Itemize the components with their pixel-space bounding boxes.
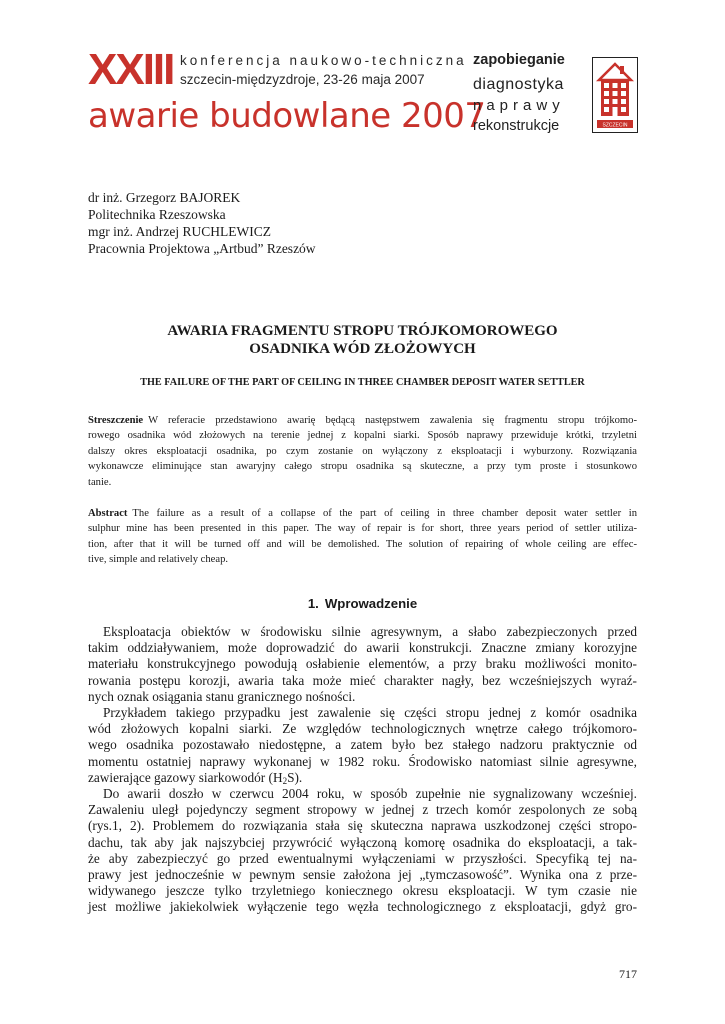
abstract-english-line: tion, after that it will be turned off and will be demolished. The solution of repairing of whole ceiling are effec-: [88, 538, 637, 550]
body-line: jest możliwe jakiekolwiek wyłączenie tego węzła technologicznego z eksploatacji, gdyż gro-: [88, 899, 637, 915]
paper-title: [88, 322, 637, 358]
body-line: nych oznak osiągania stanu granicznego nośności.: [88, 688, 356, 704]
abstract-english-line: Abstract The failure as a result of a collapse of the part of ceiling in three chamber deposit water settler in: [88, 508, 637, 519]
section-number: 1.: [307, 596, 319, 611]
body-line: wód złożowych kopalni siarki. Ze względów technologicznych wnętrze całego trójkomoro-: [88, 721, 637, 737]
body-line: rowania postępu korozji, awaria taka może mieć charakter nagły, bez wcześniejszych wyraź-: [88, 672, 637, 688]
author-2-name: mgr inż. Andrzej RUCHLEWICZ: [88, 224, 271, 239]
body-line: wego osadnika pozostawało niedostępne, a zatem było bez stałego nadzoru praktycznie od: [88, 737, 637, 753]
body-line: Do awarii doszło w czerwcu 2004 roku, w sposób zupełnie nie sygnalizowany wcześniej.: [103, 786, 637, 802]
keyword-reconstruction: rekonstrukcje: [473, 118, 560, 134]
abstract-polish-label: Streszczenie: [88, 415, 144, 426]
abstract-english-label: Abstract: [88, 508, 128, 519]
abstract-english: [88, 506, 637, 568]
paper-title-english: THE FAILURE OF THE PART OF CEILING IN THREE CHAMBER DEPOSIT WATER SETTLER: [140, 377, 585, 388]
body-line: materiału konstrukcyjnego powodują osłabienie elementów, a przy braku możliwości monito-: [88, 656, 637, 672]
body-line: (rys.1, 2). Problemem do rozwiązania stała się skuteczna naprawa uszkodzonej części stropo-: [88, 818, 637, 834]
paper-title-line-1: AWARIA FRAGMENTU STROPU TRÓJKOMOROWEGO: [167, 323, 558, 339]
body-line: że aby zabezpieczyć go przed ewentualnymi wyłączeniami w przyszłości. Specyfiką tej na-: [88, 850, 637, 866]
conference-number: XXIII: [88, 45, 174, 94]
author-2-affiliation: Pracownia Projektowa „Artbud” Rzeszów: [88, 241, 316, 256]
author-block: [88, 189, 488, 257]
page-number: 717: [619, 967, 637, 981]
section-title: Wprowadzenie: [324, 596, 418, 611]
body-line-gas: zawierające gazowy siarkowodór $(H_2S)$.: [88, 769, 303, 786]
body-line: takim oddziaływaniem, może doprowadzić do awarii konstrukcji. Znaczne zmiany korozyjne: [88, 640, 637, 656]
conference-place-date: szczecin-międzyzdroje, 23-26 maja 2007: [180, 72, 425, 87]
abstract-polish: [88, 413, 637, 490]
body-line: dachu, tak aby jak najszybciej przywrócić wyłączoną komorę osadnika do eksploatacji, a tak-: [88, 834, 637, 850]
abstract-polish-line: Streszczenie W referacie przedstawiono awarię będącą następstwem zawalenia się fragmentu stropu trójkomo-: [88, 415, 637, 426]
abstract-polish-line: dalszy okres eksploatacji osadnika, po czym zostanie on wyłączony z eksploatacji i wyburzony. Rozwiązania: [88, 445, 637, 457]
abstract-polish-line: rowego osadnika wód złożowych na terenie jednej z kopalni siarki. Sposób naprawy przewiduje krótki, trzyletni: [88, 430, 637, 442]
body-line: widywanego jeszcze tylko trzyletniego koniecznego okresu eksploatacji. W tym czasie nie: [88, 883, 637, 899]
body-line: momentu ostatniej naprawy wykonanej w 1982 roku. Środowisko natomiast silnie agresywne,: [88, 753, 637, 769]
paper-title-line-2: OSADNIKA WÓD ZŁOŻOWYCH: [249, 341, 476, 357]
abstract-english-line: sulphur mine has been presented in this paper. The way of repair is for short, three years period of settler utiliza-: [88, 523, 637, 535]
body-line: Eksploatacja obiektów w środowisku silnie agresywnym, a słabo zabezpieczonych przed: [103, 624, 637, 639]
keyword-repairs: naprawy: [473, 97, 565, 114]
body-line: Przykładem takiego przypadku jest zawalenie się części stropu jednej z komór osadnika: [103, 705, 637, 721]
author-1-name: dr inż. Grzegorz BAJOREK: [88, 190, 241, 205]
abstract-polish-line: wykonawcze eliminujące stan awaryjny całego stropu osadnika są skuteczne, a przy tym proste i stosunkowo: [88, 461, 637, 473]
abstract-polish-line: tanie.: [88, 476, 112, 488]
conference-logo: [592, 57, 638, 133]
keyword-prevention: zapobieganie: [473, 52, 565, 68]
logo-caption: SZCZECIN: [602, 122, 628, 129]
conference-header: [0, 0, 725, 150]
body-line: Zawaleniu uległ pojedynczy segment stropowy w jednej z trzech komór zespolonych ze sobą: [88, 802, 637, 818]
conference-type: konferencja naukowo-techniczna: [180, 53, 467, 68]
section-heading: [88, 596, 637, 612]
conference-title: awarie budowlane 2007: [88, 96, 486, 136]
author-1-affiliation: Politechnika Rzeszowska: [88, 207, 226, 222]
keyword-diagnostics: diagnostyka: [473, 76, 564, 93]
section-body: [88, 624, 637, 916]
building-logo-icon: [593, 58, 637, 132]
abstract-english-line: tive, simple and relatively cheap.: [88, 554, 229, 566]
body-line: prawy jest jednocześnie w pewnym sensie założona jej „tymczasowość”. Wynika ona z prze-: [88, 867, 637, 883]
